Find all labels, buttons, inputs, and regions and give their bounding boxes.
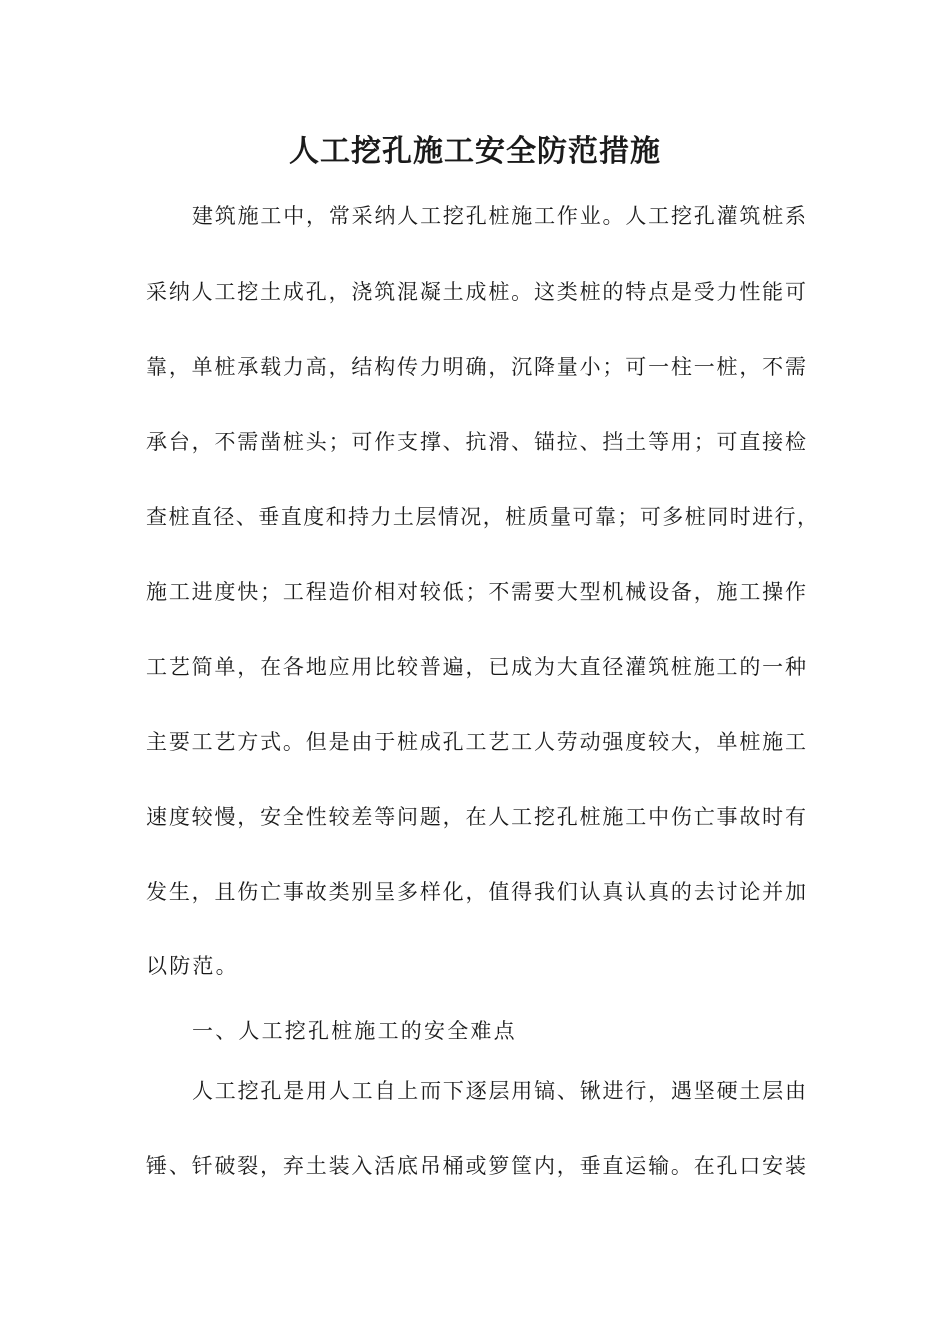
paragraph-line: 建筑施工中，常采纳人工挖孔桩施工作业。人工挖孔灌筑桩系 <box>192 204 806 228</box>
paragraph-line: 采纳人工挖土成孔，浇筑混凝土成桩。这类桩的特点是受力性能可 <box>146 280 806 304</box>
paragraph-line: 以防范。 <box>146 954 239 978</box>
paragraph-line: 主要工艺方式。但是由于桩成孔工艺工人劳动强度较大，单桩施工 <box>146 730 806 754</box>
paragraph-line: 人工挖孔是用人工自上而下逐层用镐、锹进行，遇坚硬土层由 <box>192 1079 806 1103</box>
paragraph-line: 速度较慢，安全性较差等问题，在人工挖孔桩施工中伤亡事故时有 <box>146 805 806 829</box>
paragraph-line: 工艺简单，在各地应用比较普遍，已成为大直径灌筑桩施工的一种 <box>146 655 806 679</box>
document-title: 人工挖孔施工安全防范措施 <box>289 134 661 169</box>
paragraph-line: 承台，不需凿桩头；可作支撑、抗滑、锚拉、挡土等用；可直接检 <box>146 430 806 454</box>
section-heading: 一、人工挖孔桩施工的安全难点 <box>192 1019 517 1043</box>
paragraph-line: 发生，且伤亡事故类别呈多样化，值得我们认真认真的去讨论并加 <box>146 880 806 904</box>
paragraph-line: 锤、钎破裂，弃土装入活底吊桶或箩筐内，垂直运输。在孔口安装 <box>146 1154 806 1178</box>
paragraph-line: 靠，单桩承载力高，结构传力明确，沉降量小；可一柱一桩，不需 <box>146 355 806 379</box>
paragraph-line: 施工进度快；工程造价相对较低；不需要大型机械设备，施工操作 <box>146 580 806 604</box>
paragraph-line: 查桩直径、垂直度和持力土层情况，桩质量可靠；可多桩同时进行， <box>146 505 818 529</box>
